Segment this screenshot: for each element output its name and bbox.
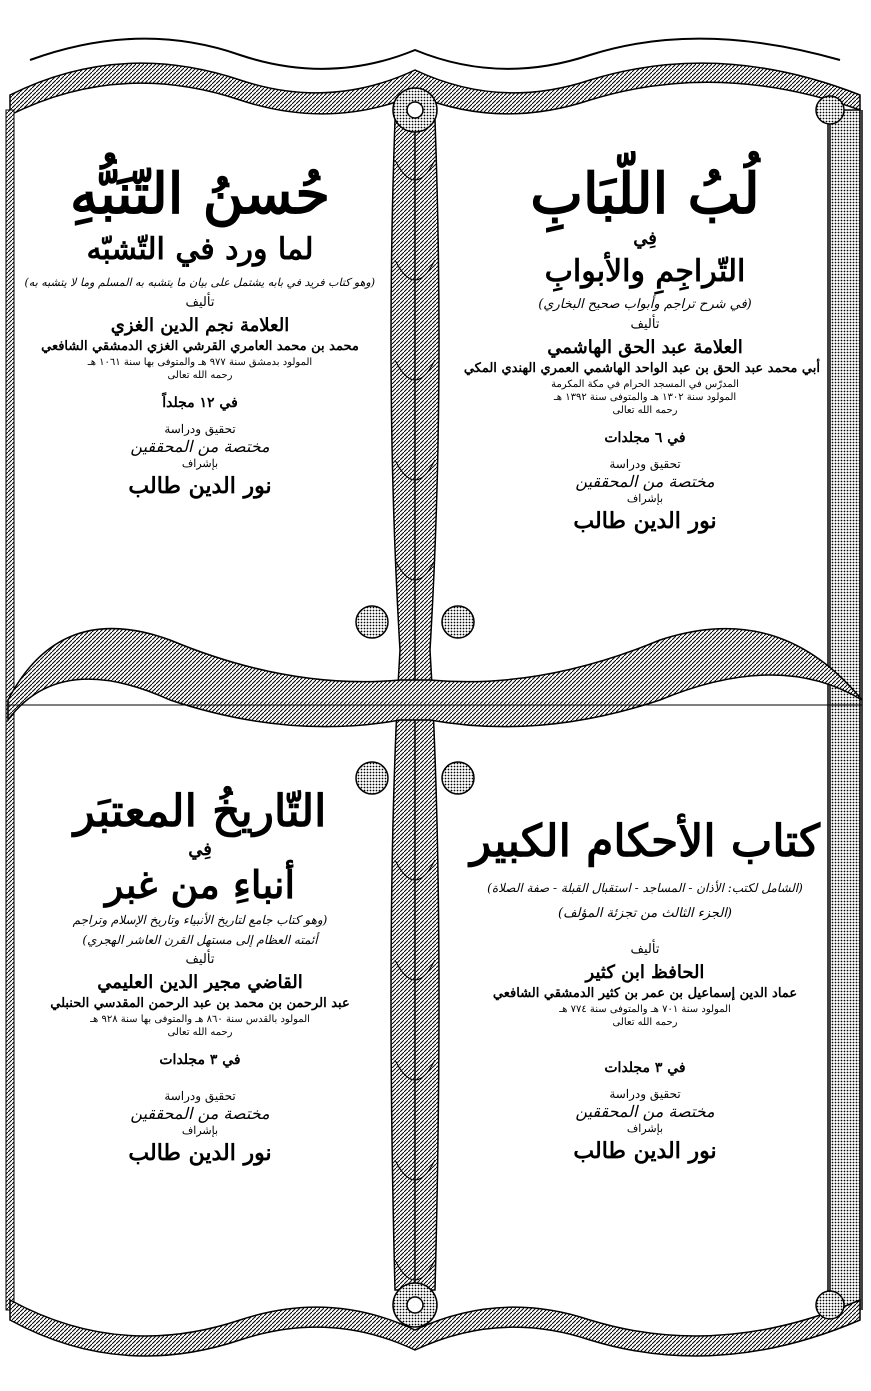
author-dates: المولود سنة ١٣٠٢ هـ والمتوفى سنة ١٣٩٢ هـ — [553, 392, 737, 403]
book-title: حُسنُ التّنَبُّهِ — [69, 161, 331, 227]
author-bio: المدرّس في المسجد الحرام في مكة المكرمة — [551, 379, 739, 390]
book-fi: فِي — [188, 839, 212, 860]
by-label: تأليف — [185, 952, 215, 967]
book-subtitle: أنباءِ من غبر — [104, 862, 296, 907]
author-name: العلامة نجم الدين الغزي — [110, 315, 290, 336]
book-description-2: أئمته العظام إلى مستهل القرن العاشر الهجري) — [82, 933, 318, 947]
volume-count: في ٣ مجلدات — [604, 1060, 686, 1076]
rahimahu: رحمه الله تعالى — [167, 1027, 233, 1038]
supervision-label: بإشراف — [626, 1122, 664, 1135]
book-title: لُبُ اللّبَابِ — [530, 161, 760, 227]
tahqiq-label: تحقيق ودراسة — [609, 457, 681, 471]
volume-count: في ٣ مجلدات — [159, 1052, 241, 1068]
book-title: كتاب الأحكام الكبير — [470, 816, 820, 867]
book-card-kitab-al-ahkam — [470, 815, 820, 1166]
volume-count: في ١٢ مجلداً — [162, 395, 238, 411]
book-subtitle: لما ورد في التّشبّه — [86, 232, 314, 267]
committee: مختصة من المحققين — [575, 472, 715, 491]
supervision-label: بإشراف — [181, 1124, 219, 1137]
author-bio: المولود بالقدس سنة ٨٦٠ هـ والمتوفى بها سنة ٩٢٨ هـ — [90, 1014, 310, 1025]
supervisor-name: نور الدين طالب — [128, 1140, 272, 1166]
volume-count: في ٦ مجلدات — [604, 430, 686, 446]
committee: مختصة من المحققين — [130, 437, 270, 456]
tahqiq-label: تحقيق ودراسة — [609, 1087, 681, 1101]
committee: مختصة من المحققين — [575, 1102, 715, 1121]
supervisor-name: نور الدين طالب — [573, 508, 717, 534]
right-border — [828, 110, 862, 1310]
book-description: (وهو كتاب فريد في بابه يشتمل على بيان ما يتشبه به المسلم وما لا يتشبه به) — [24, 276, 375, 289]
by-label: تأليف — [630, 942, 660, 957]
author-full-name: عبد الرحمن بن محمد بن عبد الرحمن المقدسي الحنبلي — [50, 996, 350, 1011]
book-title: التّاريخُ المعتبَر — [73, 786, 327, 837]
book-description: (في شرح تراجم وأبواب صحيح البخاري) — [538, 297, 752, 312]
book-card-husn-al-tanabbuh — [25, 160, 375, 501]
supervision-label: بإشراف — [626, 492, 664, 505]
tahqiq-label: تحقيق ودراسة — [164, 1089, 236, 1103]
author-bio: المولود بدمشق سنة ٩٧٧ هـ والمتوفى بها سنة ١٠٦١ هـ — [87, 357, 313, 368]
center-band — [8, 629, 862, 727]
supervision-label: بإشراف — [181, 457, 219, 470]
author-full-name: محمد بن محمد العامري القرشي الغزي الدمشقي الشافعي — [41, 339, 359, 354]
author-name: الحافظ ابن كثير — [585, 962, 705, 983]
rahimahu: رحمه الله تعالى — [167, 370, 233, 381]
committee: مختصة من المحققين — [130, 1104, 270, 1123]
tahqiq-label: تحقيق ودراسة — [164, 422, 236, 436]
author-bio: المولود سنة ٧٠١ هـ والمتوفى سنة ٧٧٤ هـ — [559, 1004, 731, 1015]
author-full-name: عماد الدين إسماعيل بن عمر بن كثير الدمشقي الشافعي — [492, 986, 798, 1001]
book-description: (الشامل لكتب: الأذان - المساجد - استقبال القبلة - صفة الصلاة) — [487, 881, 803, 895]
by-label: تأليف — [630, 317, 660, 332]
book-card-lubb-al-lubab — [463, 160, 820, 536]
author-name: العلامة عبد الحق الهاشمي — [547, 337, 743, 358]
rahimahu: رحمه الله تعالى — [612, 405, 678, 416]
rahimahu: رحمه الله تعالى — [612, 1017, 678, 1028]
author-name: القاضي مجير الدين العليمي — [97, 972, 303, 993]
book-description: (وهو كتاب جامع لتاريخ الأنبياء وتاريخ الإسلام وتراجم — [72, 913, 328, 927]
supervisor-name: نور الدين طالب — [128, 473, 272, 499]
book-fi: فِي — [633, 228, 657, 249]
book-subtitle: التّراجِمِ والأبوابِ — [544, 254, 746, 289]
author-full-name: أبي محمد عبد الحق بن عبد الواحد الهاشمي العمري الهندي المكي — [463, 361, 820, 376]
supervisor-name: نور الدين طالب — [573, 1138, 717, 1164]
book-description-2: (الجزء الثالث من تجزئة المؤلف) — [558, 906, 732, 921]
book-card-al-tarikh-al-mutabar — [25, 785, 375, 1168]
by-label: تأليف — [185, 295, 215, 310]
